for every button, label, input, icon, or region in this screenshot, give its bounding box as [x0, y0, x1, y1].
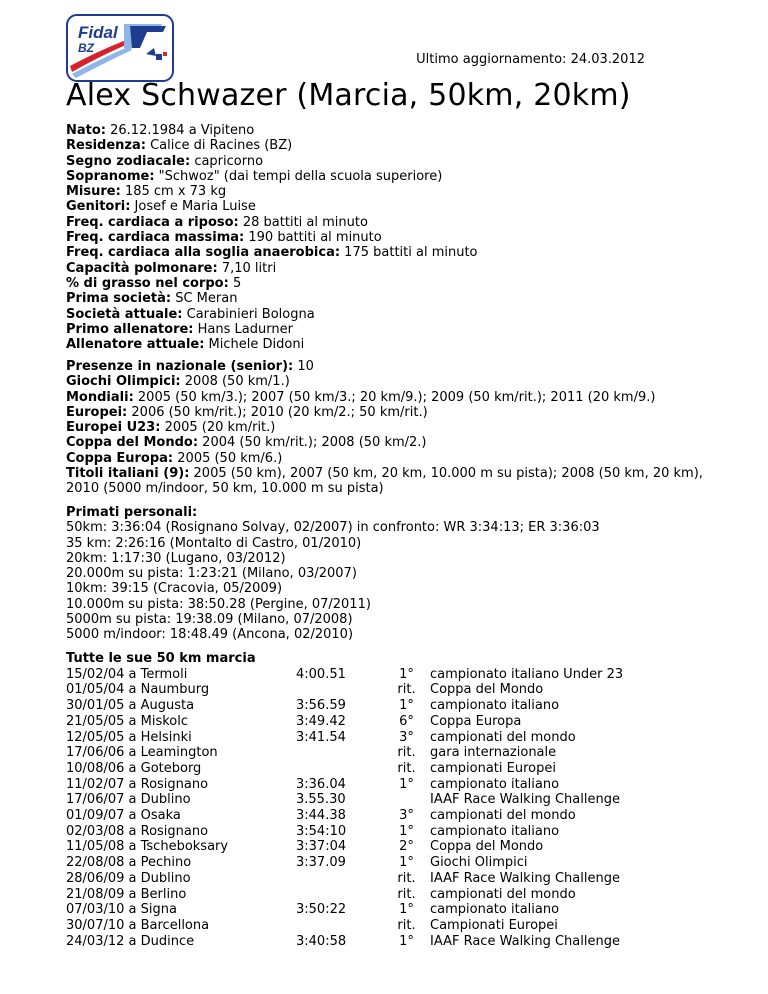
- race-row: [66, 824, 623, 840]
- race-event: campionati del mondo: [430, 808, 576, 824]
- race-event: campionato italiano: [430, 776, 560, 792]
- race-row: [66, 934, 623, 950]
- race-row: [66, 730, 623, 746]
- national-row-value: 2004 (50 km/rit.); 2008 (50 km/2.): [198, 435, 427, 451]
- race-row: [66, 714, 623, 730]
- race-time: 3:54:10: [296, 823, 347, 839]
- race-row: [66, 777, 623, 793]
- fidal-bz-logo: [66, 14, 174, 82]
- profile-row-value: Carabinieri Bologna: [182, 306, 315, 322]
- profile-row-value: 26.12.1984 a Vipiteno: [106, 123, 255, 138]
- race-row: [66, 808, 623, 824]
- national-row: [66, 405, 706, 420]
- race-event: Coppa del Mondo: [430, 839, 544, 855]
- race-time: 3:36.04: [296, 776, 346, 792]
- race-position: 1°: [399, 698, 414, 714]
- race-row: [66, 698, 623, 714]
- races-table: [66, 651, 623, 949]
- profile-row-value: "Schwoz" (dai tempi della scuola superiore): [154, 168, 443, 184]
- race-event: Campionati Europei: [430, 917, 558, 933]
- race-position: 1°: [399, 776, 414, 792]
- profile-row: [66, 154, 706, 169]
- national-team-section: [66, 359, 706, 497]
- race-time: [296, 887, 383, 903]
- race-time: 3:50:22: [296, 902, 347, 918]
- profile-row-value: 185 cm x 73 kg: [120, 184, 227, 200]
- race-row: [66, 839, 623, 855]
- race-position: rit.: [397, 682, 416, 698]
- national-row-value: 10: [293, 359, 314, 374]
- race-date-place: 11/02/07 a Rosignano: [66, 776, 209, 792]
- national-row-value: 2005 (50 km/6.): [173, 450, 283, 466]
- national-row-value: 2008 (50 km/1.): [180, 374, 290, 390]
- race-date-place: 15/02/04 a Termoli: [66, 666, 188, 682]
- profile-row: [66, 261, 706, 276]
- race-position: 1°: [399, 666, 414, 682]
- profile-row-value: Michele Didoni: [204, 337, 305, 353]
- race-event: IAAF Race Walking Challenge: [430, 792, 620, 808]
- profile-row-value: SC Meran: [171, 291, 238, 307]
- profile-row-value: 28 battiti al minuto: [238, 214, 368, 230]
- page-title: Alex Schwazer (Marcia, 50km, 20km): [66, 78, 631, 113]
- national-row: [66, 451, 706, 466]
- profile-row-label: Genitori:: [66, 199, 131, 215]
- race-time: 3:37:04: [296, 839, 347, 855]
- profile-row: [66, 276, 706, 291]
- profile-row: [66, 215, 706, 230]
- profile-row-label: Nato:: [66, 123, 106, 138]
- profile-row: [66, 291, 706, 306]
- race-date-place: 22/08/08 a Pechino: [66, 855, 192, 871]
- personal-best-item: 50km: 3:36:04 (Rosignano Solvay, 02/2007) in confronto: WR 3:34:13; ER 3:36:03: [66, 520, 600, 536]
- profile-row-label: Prima società:: [66, 291, 172, 307]
- profile-section: [66, 123, 706, 352]
- race-row: [66, 667, 623, 683]
- race-event: campionati del mondo: [430, 886, 576, 902]
- profile-row-label: Allenatore attuale:: [66, 337, 205, 353]
- profile-row-value: Josef e Maria Luise: [130, 199, 256, 215]
- personal-best-item: 20km: 1:17:30 (Lugano, 03/2012): [66, 550, 286, 566]
- race-event: IAAF Race Walking Challenge: [430, 933, 620, 949]
- race-position: 1°: [399, 823, 414, 839]
- personal-best-item: 5000m su pista: 19:38.09 (Milano, 07/2008): [66, 612, 353, 628]
- profile-row-value: 190 battiti al minuto: [244, 230, 382, 246]
- race-date-place: 01/05/04 a Naumburg: [66, 682, 210, 698]
- races-heading: Tutte le sue 50 km marcia: [66, 651, 256, 666]
- profile-row-value: Calice di Racines (BZ): [145, 138, 293, 154]
- personal-best-item: 10.000m su pista: 38:50.28 (Pergine, 07/2011): [66, 596, 371, 612]
- race-row: [66, 792, 623, 808]
- profile-row: [66, 337, 706, 352]
- profile-row-label: Freq. cardiaca massima:: [66, 230, 245, 246]
- race-date-place: 02/03/08 a Rosignano: [66, 823, 209, 839]
- profile-row: [66, 322, 706, 337]
- national-row-value: 2006 (50 km/rit.); 2010 (20 km/2.; 50 km/rit.): [127, 404, 428, 420]
- race-event: Coppa Europa: [430, 713, 522, 729]
- profile-row: [66, 199, 706, 214]
- race-date-place: 21/05/05 a Miskolc: [66, 713, 188, 729]
- race-row: [66, 871, 623, 887]
- race-event: gara internazionale: [430, 745, 557, 761]
- national-row-label: Mondiali:: [66, 389, 134, 405]
- profile-row-label: Misure:: [66, 184, 121, 200]
- national-row-label: Titoli italiani (9):: [66, 466, 190, 482]
- race-position: 3°: [399, 729, 414, 745]
- national-row-value: 2005 (20 km/rit.): [160, 420, 276, 436]
- profile-row-value: Hans Ladurner: [193, 321, 293, 337]
- race-event: IAAF Race Walking Challenge: [430, 870, 620, 886]
- national-row-label: Presenze in nazionale (senior):: [66, 359, 294, 374]
- profile-row-value: capricorno: [190, 153, 264, 169]
- national-row-value: 2005 (50 km/3.); 2007 (50 km/3.; 20 km/9.); 2009 (50 km/rit.); 2011 (20 km/9.): [133, 389, 656, 405]
- race-time: [296, 682, 383, 698]
- race-position: rit.: [397, 886, 416, 902]
- personal-best-item: 5000 m/indoor: 18:48.49 (Ancona, 02/2010): [66, 627, 354, 643]
- profile-row-label: Residenza:: [66, 138, 146, 154]
- race-time: 3:37.09: [296, 855, 346, 871]
- race-date-place: 11/05/08 a Tscheboksary: [66, 839, 229, 855]
- national-row-label: Giochi Olimpici:: [66, 374, 181, 390]
- races-section: [66, 651, 706, 949]
- race-event: campionati Europei: [430, 760, 556, 776]
- race-row: [66, 761, 623, 777]
- profile-row-value: 5: [228, 275, 242, 291]
- race-date-place: 30/01/05 a Augusta: [66, 698, 195, 714]
- national-row: [66, 390, 706, 405]
- profile-row: [66, 138, 706, 153]
- race-date-place: 07/03/10 a Signa: [66, 902, 177, 918]
- profile-row-label: Segno zodiacale:: [66, 153, 191, 169]
- svg-text:BZ: BZ: [78, 41, 94, 55]
- national-row: [66, 359, 706, 374]
- race-row: [66, 902, 623, 918]
- race-time: [296, 918, 383, 934]
- profile-row-label: Società attuale:: [66, 306, 183, 322]
- race-row: [66, 855, 623, 871]
- personal-bests-section: [66, 505, 706, 643]
- race-time: 3:41.54: [296, 729, 346, 745]
- race-row: [66, 887, 623, 903]
- personal-best-item: 10km: 39:15 (Cracovia, 05/2009): [66, 581, 283, 597]
- profile-row: [66, 230, 706, 245]
- national-row: [66, 466, 706, 497]
- race-date-place: 21/08/09 a Berlino: [66, 886, 187, 902]
- profile-row-label: Sopranome:: [66, 168, 155, 184]
- profile-row: [66, 169, 706, 184]
- race-time: 4:00.51: [296, 666, 346, 682]
- race-time: 3:44.38: [296, 808, 346, 824]
- race-time: [296, 745, 383, 761]
- race-row: [66, 682, 623, 698]
- last-updated-label: Ultimo aggiornamento: 24.03.2012: [416, 52, 645, 67]
- race-event: campionato italiano Under 23: [430, 666, 624, 682]
- race-date-place: 17/06/07 a Dublino: [66, 792, 191, 808]
- race-time: 3:49.42: [296, 713, 346, 729]
- race-position: 2°: [399, 839, 414, 855]
- race-position: [383, 792, 430, 808]
- race-row: [66, 745, 623, 761]
- race-position: 6°: [399, 713, 414, 729]
- personal-best-item: 35 km: 2:26:16 (Montalto di Castro, 01/2010): [66, 535, 362, 551]
- race-event: Giochi Olimpici: [430, 855, 528, 871]
- race-event: campionato italiano: [430, 823, 560, 839]
- profile-row-label: Freq. cardiaca a riposo:: [66, 214, 239, 230]
- race-time: [296, 761, 383, 777]
- race-event: Coppa del Mondo: [430, 682, 544, 698]
- profile-row: [66, 123, 706, 138]
- profile-row: [66, 245, 706, 260]
- race-date-place: 12/05/05 a Helsinki: [66, 729, 192, 745]
- national-row-label: Europei:: [66, 404, 128, 420]
- race-position: rit.: [397, 760, 416, 776]
- race-position: 1°: [399, 855, 414, 871]
- races-heading-row: [66, 651, 623, 667]
- race-time: 3:56.59: [296, 698, 346, 714]
- race-date-place: 28/06/09 a Dublino: [66, 870, 191, 886]
- race-date-place: 17/06/06 a Leamington: [66, 745, 218, 761]
- svg-text:Fidal: Fidal: [78, 23, 118, 42]
- national-row: [66, 374, 706, 389]
- profile-row: [66, 307, 706, 322]
- race-date-place: 30/07/10 a Barcellona: [66, 917, 210, 933]
- race-time: [296, 871, 383, 887]
- race-time: 3:40:58: [296, 933, 347, 949]
- national-row-label: Europei U23:: [66, 420, 161, 436]
- profile-row-label: Primo allenatore:: [66, 321, 194, 337]
- profile-row-label: Capacità polmonare:: [66, 260, 218, 276]
- national-row-label: Coppa Europa:: [66, 450, 174, 466]
- personal-best-item: 20.000m su pista: 1:23:21 (Milano, 03/2007): [66, 566, 357, 582]
- race-event: campionato italiano: [430, 902, 560, 918]
- race-event: campionati del mondo: [430, 729, 576, 745]
- race-position: rit.: [397, 917, 416, 933]
- national-row: [66, 420, 706, 435]
- race-date-place: 10/08/06 a Goteborg: [66, 760, 202, 776]
- profile-row-value: 175 battiti al minuto: [340, 245, 478, 261]
- profile-row: [66, 184, 706, 199]
- race-position: rit.: [397, 745, 416, 761]
- national-row: [66, 435, 706, 450]
- profile-row-value: 7,10 litri: [217, 260, 277, 276]
- profile-row-label: Freq. cardiaca alla soglia anaerobica:: [66, 245, 341, 261]
- race-time: 3.55.30: [296, 792, 346, 808]
- national-row-value: 2005 (50 km), 2007 (50 km, 20 km, 10.000 m su pista); 2008 (50 km, 20 km), 2010 (5000 m/indoor, 50 km, 10.000 m su pista): [66, 466, 703, 497]
- profile-row-label: % di grasso nel corpo:: [66, 275, 229, 291]
- race-position: rit.: [397, 870, 416, 886]
- race-date-place: 01/09/07 a Osaka: [66, 808, 181, 824]
- personal-bests-heading: Primati personali:: [66, 505, 198, 520]
- race-position: 1°: [399, 933, 414, 949]
- national-row-label: Coppa del Mondo:: [66, 435, 199, 451]
- race-position: 1°: [399, 902, 414, 918]
- race-position: 3°: [399, 808, 414, 824]
- race-row: [66, 918, 623, 934]
- race-event: campionato italiano: [430, 698, 560, 714]
- race-date-place: 24/03/12 a Dudince: [66, 933, 195, 949]
